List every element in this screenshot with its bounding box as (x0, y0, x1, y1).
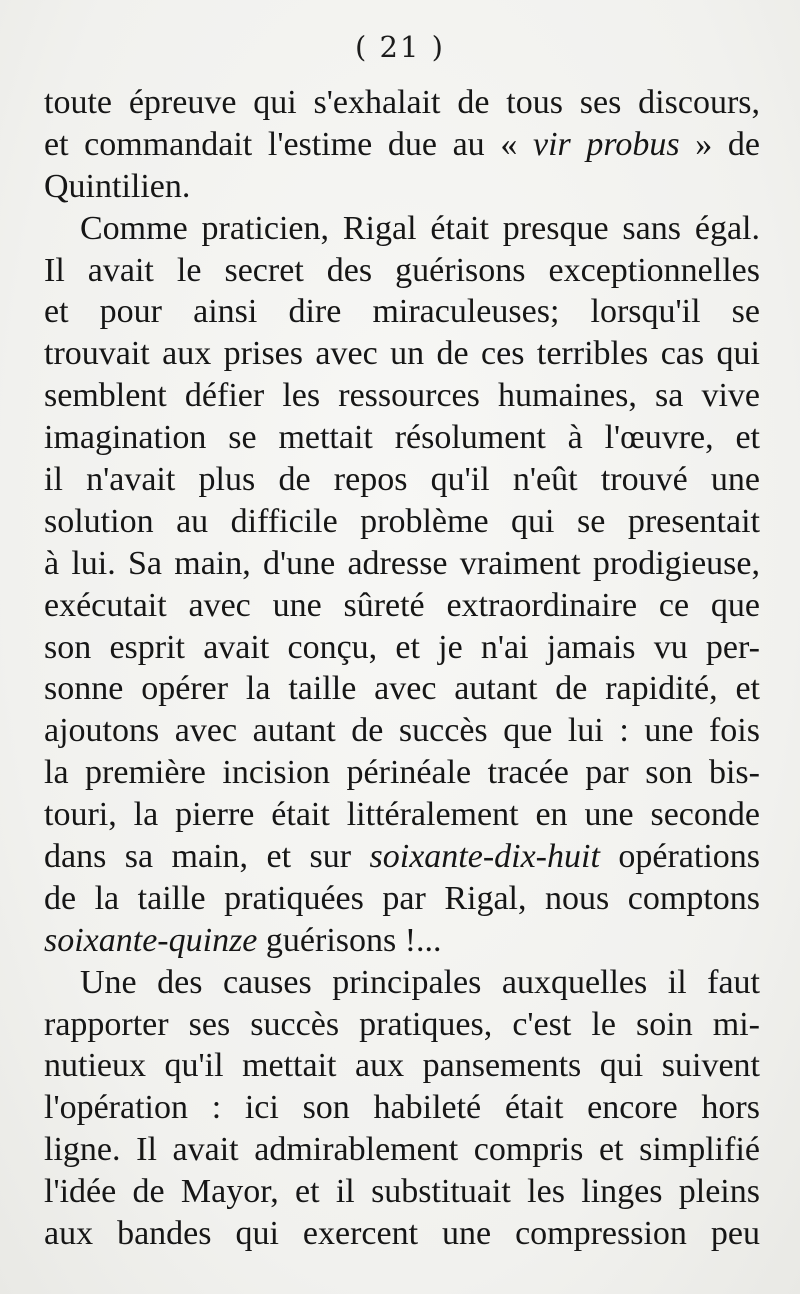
line-text: sonne opérer la taille avec autant de rapidité, et (44, 670, 760, 708)
line-text: Quintilien. (44, 167, 191, 205)
line-text: guérisons !... (257, 921, 442, 959)
line-text: nutieux qu'il mettait aux pansements qui suivent (44, 1047, 760, 1085)
text-line (44, 585, 760, 627)
line-text: à lui. Sa main, d'une adresse vraiment prodigieuse, (44, 544, 760, 582)
italic-text: vir probus (532, 125, 680, 163)
text-line (44, 710, 760, 752)
text-line (44, 668, 760, 710)
paragraph (44, 962, 760, 1255)
line-content (44, 922, 442, 959)
line-text: la première incision périnéale tracée par son bis- (44, 754, 760, 792)
line-text: l'opération : ici son habileté était encore hors (44, 1089, 760, 1127)
line-text: ligne. Il avait admirablement compris et simplifié (44, 1131, 760, 1169)
text-line (44, 124, 760, 166)
line-text: ajoutons avec autant de succès que lui : une fois (44, 712, 760, 750)
text-line (44, 1004, 760, 1046)
line-text: opérations (599, 838, 760, 876)
text-line (44, 878, 760, 920)
line-text: semblent défier les ressources humaines, sa vive (44, 377, 760, 415)
line-text: rapporter ses succès pratiques, c'est le soin mi- (44, 1005, 760, 1043)
text-line (44, 794, 760, 836)
text-line (44, 962, 760, 1004)
text-line (44, 543, 760, 585)
body-text (44, 82, 760, 1255)
italic-text: soixante-quinze (44, 921, 258, 959)
paragraph (44, 82, 760, 208)
line-content (44, 838, 760, 875)
line-text: et pour ainsi dire miraculeuses; lorsqu'il se (44, 293, 760, 331)
text-line (44, 627, 760, 669)
text-line (44, 1171, 760, 1213)
line-text: touri, la pierre était littéralement en une seconde (44, 796, 760, 834)
line-text: de la taille pratiquées par Rigal, nous comptons (44, 879, 760, 917)
text-line (44, 836, 760, 878)
line-content (44, 126, 760, 163)
text-line (44, 920, 760, 962)
text-line (44, 208, 760, 250)
line-text: Une des causes principales auxquelles il faut (80, 963, 760, 1001)
text-line (44, 166, 760, 208)
page-number: ( 21 ) (355, 30, 445, 64)
text-line (44, 1045, 760, 1087)
text-line (44, 459, 760, 501)
line-text: Il avait le secret des guérisons exceptionnelles (44, 251, 760, 289)
line-text: » de (679, 125, 760, 163)
line-text: il n'avait plus de repos qu'il n'eût trouvé une (44, 461, 760, 499)
text-line (44, 375, 760, 417)
line-text: et commandait l'estime due au « (44, 125, 533, 163)
line-text: toute épreuve qui s'exhalait de tous ses discours, (44, 84, 760, 121)
text-line (44, 501, 760, 543)
line-text: son esprit avait conçu, et je n'ai jamais vu per- (44, 628, 760, 666)
line-text: aux bandes qui exercent une compression peu (44, 1215, 760, 1253)
text-line (44, 1129, 760, 1171)
text-line (44, 250, 760, 292)
text-line (44, 333, 760, 375)
paragraph (44, 208, 760, 962)
line-text: l'idée de Mayor, et il substituait les linges pleins (44, 1173, 760, 1211)
italic-text: soixante-dix-huit (369, 838, 600, 876)
line-text: trouvait aux prises avec un de ces terribles cas qui (44, 335, 760, 373)
text-line (44, 291, 760, 333)
line-text: Comme praticien, Rigal était presque sans égal. (80, 209, 760, 247)
line-text: imagination se mettait résolument à l'œuvre, et (44, 419, 760, 457)
line-text: solution au difficile problème qui se presentait (44, 502, 760, 540)
line-text: exécutait avec une sûreté extraordinaire ce que (44, 586, 760, 624)
text-line (44, 752, 760, 794)
line-text: dans sa main, et sur (44, 838, 370, 876)
text-line (44, 1213, 760, 1255)
text-line (44, 417, 760, 459)
text-line (44, 82, 760, 124)
text-line (44, 1087, 760, 1129)
